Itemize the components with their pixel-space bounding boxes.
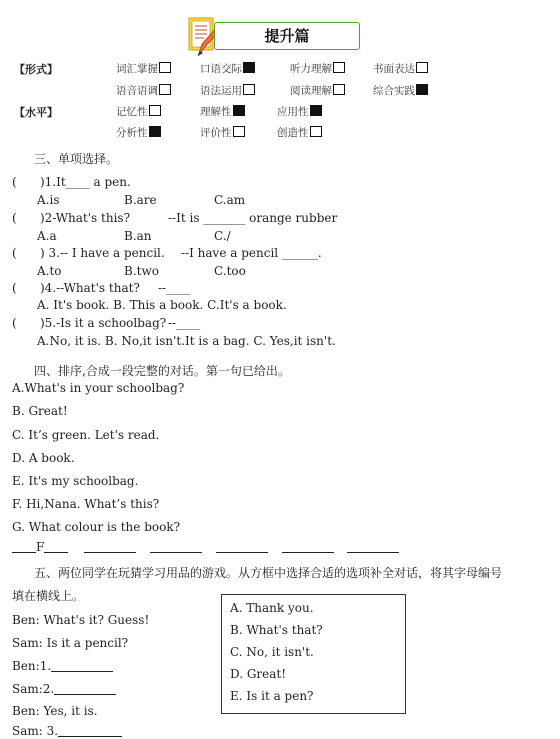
q4-paren: ( — [12, 281, 17, 295]
section5-title-cont: 填在横线上。 — [12, 589, 85, 603]
checkbox[interactable] — [233, 126, 245, 137]
form-item-7: 阅读理解 — [290, 83, 345, 98]
q1-option-a: A.is — [37, 193, 60, 207]
q5-stem: )5.-Is it a schoolbag? — [40, 316, 167, 330]
dialog-line-6: Sam: 3. — [12, 724, 122, 738]
dialog-blank-3[interactable] — [58, 724, 122, 737]
dialog-line-4: Sam:2. — [12, 682, 116, 696]
option-b: B. What's that? — [230, 623, 323, 637]
q1-option-c: C.am — [214, 193, 246, 207]
form-item-3: 听力理解 — [290, 61, 345, 76]
level-item-6: 创造性 — [277, 125, 322, 140]
level-item-4: 分析性 — [116, 125, 161, 140]
checkbox[interactable] — [310, 126, 322, 137]
checkbox[interactable] — [243, 84, 255, 95]
q2-paren: ( — [12, 211, 17, 225]
s4-line-g: G. What colour is the book? — [12, 520, 181, 534]
checkbox[interactable] — [159, 62, 171, 73]
title-banner — [186, 14, 360, 60]
s4-answer-row — [12, 540, 399, 554]
q5-paren: ( — [12, 316, 17, 330]
q4-stem: )4.--What's that? — [40, 281, 140, 295]
q2-option-a: A.a — [37, 229, 57, 243]
q3-option-c: C.too — [214, 264, 246, 278]
checkbox[interactable] — [243, 62, 255, 73]
s4-line-f: F. Hi,Nana. What’s this? — [12, 497, 160, 511]
answer-blank[interactable] — [282, 540, 334, 553]
checkbox[interactable] — [233, 105, 245, 116]
level-item-3: 应用性 — [277, 104, 322, 119]
q3-option-b: B.two — [124, 264, 159, 278]
answer-blank[interactable] — [84, 540, 136, 553]
answer-blank[interactable] — [44, 540, 68, 553]
s4-line-e: E. It's my schoolbag. — [12, 474, 139, 488]
dialog-line-1: Ben: What's it? Guess! — [12, 613, 150, 627]
q3-response: --I have a pencil ______. — [181, 246, 322, 260]
answer-blank[interactable] — [12, 540, 36, 553]
option-a: A. Thank you. — [230, 601, 314, 615]
answer-blank[interactable] — [347, 540, 399, 553]
level-label: 【水平】 — [14, 106, 58, 119]
q2-stem: )2-What's this? — [40, 211, 131, 225]
section3-title: 三、单项选择。 — [34, 152, 119, 166]
q3-paren: ( — [12, 246, 17, 260]
s4-line-b: B. Great! — [12, 404, 68, 418]
checkbox[interactable] — [416, 62, 428, 73]
section5-title: 五、两位同学在玩猜学习用品的游戏。从方框中选择合适的选项补全对话，将其字母编号 — [34, 566, 503, 580]
q4-options: A. It's book. B. This a book. C.It's a book. — [37, 298, 287, 312]
checkbox[interactable] — [333, 62, 345, 73]
level-item-2: 理解性 — [200, 104, 245, 119]
q5-response: --____ — [168, 316, 201, 330]
page-title: 提升篇 — [264, 27, 310, 45]
q3-option-a: A.to — [37, 264, 62, 278]
answer-blank[interactable] — [216, 540, 268, 553]
q2-option-b: B.an — [124, 229, 152, 243]
q1-option-b: B.are — [124, 193, 157, 207]
form-item-4: 书面表达 — [373, 61, 428, 76]
form-item-1: 词汇掌握 — [116, 61, 171, 76]
q4-response: --____ — [158, 281, 191, 295]
q1-stem: )1.It____ a pen. — [40, 175, 131, 189]
option-e: E. Is it a pen? — [230, 689, 314, 703]
q2-response: --It is _______ orange rubber — [168, 211, 338, 225]
option-d: D. Great! — [230, 667, 287, 681]
level-item-1: 记忆性 — [116, 104, 161, 119]
checkbox[interactable] — [159, 84, 171, 95]
checkbox[interactable] — [310, 105, 322, 116]
dialog-line-2: Sam: Is it a pencil? — [12, 636, 129, 650]
s4-line-d: D. A book. — [12, 451, 75, 465]
option-c: C. No, it isn't. — [230, 645, 314, 659]
dialog-blank-1[interactable] — [51, 659, 113, 672]
q5-options: A.No, it is. B. No,it isn't.It is a bag. C. Yes,it isn't. — [37, 334, 336, 348]
form-item-5: 语音语调 — [116, 83, 171, 98]
q1-paren: ( — [12, 175, 17, 189]
form-item-8: 综合实践 — [373, 83, 428, 98]
s4-line-a: A.What's in your schoolbag? — [12, 381, 185, 395]
options-box — [221, 594, 406, 714]
s4-line-c: C. It’s green. Let's read. — [12, 428, 160, 442]
dialog-line-3: Ben:1. — [12, 659, 113, 673]
dialog-line-5: Ben: Yes, it is. — [12, 704, 98, 718]
form-item-2: 口语交际 — [200, 61, 255, 76]
checkbox[interactable] — [416, 84, 428, 95]
answer-first: F — [36, 540, 45, 554]
form-label: 【形式】 — [14, 63, 58, 76]
q3-stem: ) 3.-- I have a pencil. — [40, 246, 165, 260]
checkbox[interactable] — [149, 126, 161, 137]
section4-title: 四、排序,合成一段完整的对话。第一句已给出。 — [34, 364, 290, 378]
form-item-6: 语法运用 — [200, 83, 255, 98]
level-item-5: 评价性 — [200, 125, 245, 140]
dialog-blank-2[interactable] — [54, 682, 116, 695]
q2-option-c: C./ — [214, 229, 231, 243]
checkbox[interactable] — [149, 105, 161, 116]
answer-blank[interactable] — [150, 540, 202, 553]
checkbox[interactable] — [333, 84, 345, 95]
